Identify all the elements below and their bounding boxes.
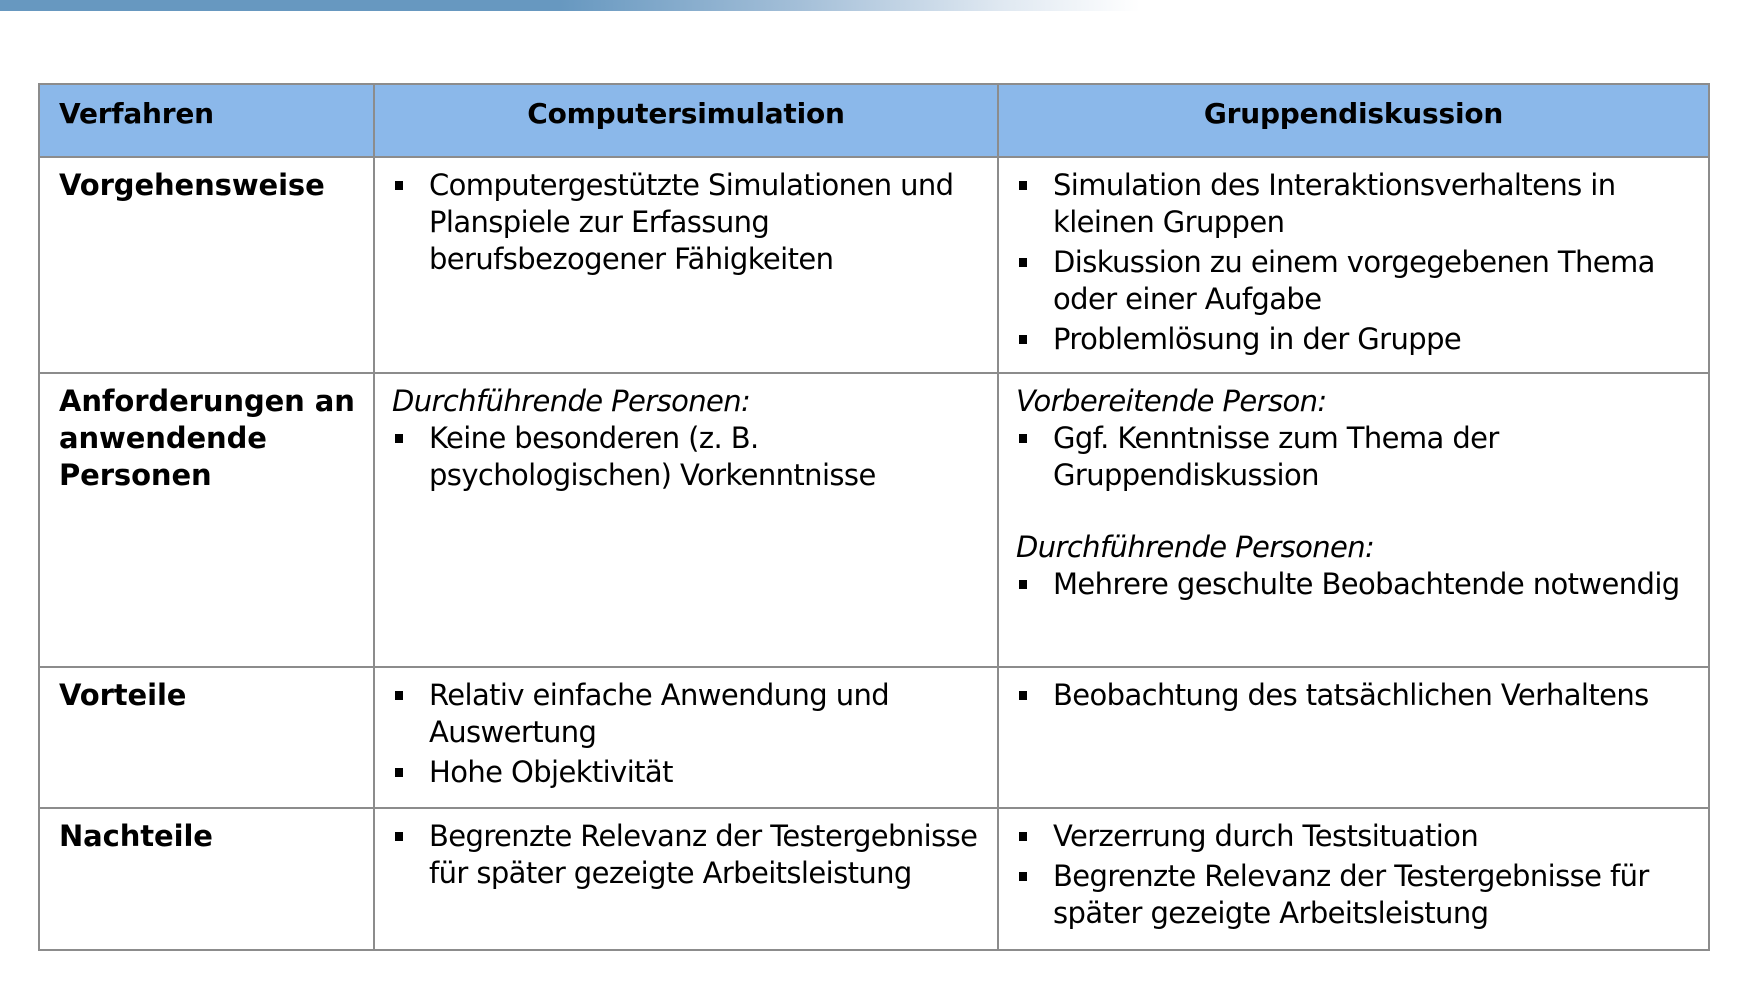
cell-gruppendiskussion [998, 373, 1709, 667]
list-item [1016, 818, 1698, 855]
row-label: Vorgehensweise [39, 157, 374, 373]
list-item [1016, 566, 1698, 603]
square-bullet-icon [1019, 691, 1027, 700]
list-item [1016, 858, 1698, 932]
square-bullet-icon [1019, 258, 1027, 267]
cell-gruppendiskussion [998, 667, 1709, 808]
square-bullet-icon [395, 691, 403, 700]
cell-gruppendiskussion [998, 808, 1709, 950]
list-item-text: Hohe Objektivität [429, 755, 673, 789]
list-item [392, 420, 987, 494]
square-bullet-icon [395, 434, 403, 443]
list-item-text: Begrenzte Relevanz der Testergebnisse für später gezeigte Arbeitsleistung [429, 819, 978, 890]
list-item [1016, 244, 1698, 318]
list-item-text: Mehrere geschulte Beobachtende notwendig [1053, 567, 1680, 601]
comparison-table [38, 83, 1710, 951]
header-computersimulation: Computersimulation [374, 84, 998, 157]
table-header-row [39, 84, 1709, 157]
list-item-text: Simulation des Interaktionsverhaltens in kleinen Gruppen [1053, 168, 1616, 239]
list-item-text: Begrenzte Relevanz der Testergebnisse für später gezeigte Arbeitsleistung [1053, 859, 1649, 930]
cell-computersimulation [374, 667, 998, 808]
square-bullet-icon [1019, 434, 1027, 443]
table-row-anforderungen [39, 373, 1709, 667]
cell-computersimulation [374, 808, 998, 950]
subheading: Durchführende Personen: [1016, 530, 1375, 564]
list-item [1016, 420, 1698, 494]
table-row-nachteile [39, 808, 1709, 950]
list-item-text: Diskussion zu einem vorgegebenen Thema oder einer Aufgabe [1053, 245, 1655, 316]
square-bullet-icon [1019, 832, 1027, 841]
list-item-text: Relativ einfache Anwendung und Auswertung [429, 678, 890, 749]
table-row-vorgehensweise [39, 157, 1709, 373]
table-row-vorteile [39, 667, 1709, 808]
spacer [1016, 497, 1698, 529]
square-bullet-icon [395, 768, 403, 777]
list-item [392, 167, 987, 278]
cell-gruppendiskussion [998, 157, 1709, 373]
header-verfahren: Verfahren [39, 84, 374, 157]
list-item-text: Ggf. Kenntnisse zum Thema der Gruppendiskussion [1053, 421, 1499, 492]
row-label: Anforderungen an anwendende Personen [39, 373, 374, 667]
top-accent-bar [0, 0, 1764, 11]
list-item-text: Beobachtung des tatsächlichen Verhaltens [1053, 678, 1649, 712]
row-label: Nachteile [39, 808, 374, 950]
list-item [1016, 321, 1698, 358]
list-item [1016, 677, 1698, 714]
cell-computersimulation [374, 157, 998, 373]
square-bullet-icon [395, 181, 403, 190]
list-item-text: Computergestützte Simulationen und Planspiele zur Erfassung berufsbezogener Fähigkeiten [429, 168, 954, 276]
list-item [392, 754, 987, 791]
square-bullet-icon [1019, 872, 1027, 881]
square-bullet-icon [1019, 181, 1027, 190]
square-bullet-icon [1019, 580, 1027, 589]
list-item-text: Problemlösung in der Gruppe [1053, 322, 1462, 356]
list-item [392, 677, 987, 751]
square-bullet-icon [395, 832, 403, 841]
list-item [1016, 167, 1698, 241]
list-item [392, 818, 987, 892]
header-gruppendiskussion: Gruppendiskussion [998, 84, 1709, 157]
subheading: Durchführende Personen: [392, 384, 751, 418]
square-bullet-icon [1019, 335, 1027, 344]
subheading: Vorbereitende Person: [1016, 384, 1327, 418]
list-item-text: Verzerrung durch Testsituation [1053, 819, 1479, 853]
list-item-text: Keine besonderen (z. B. psychologischen) Vorkenntnisse [429, 421, 876, 492]
row-label: Vorteile [39, 667, 374, 808]
cell-computersimulation [374, 373, 998, 667]
